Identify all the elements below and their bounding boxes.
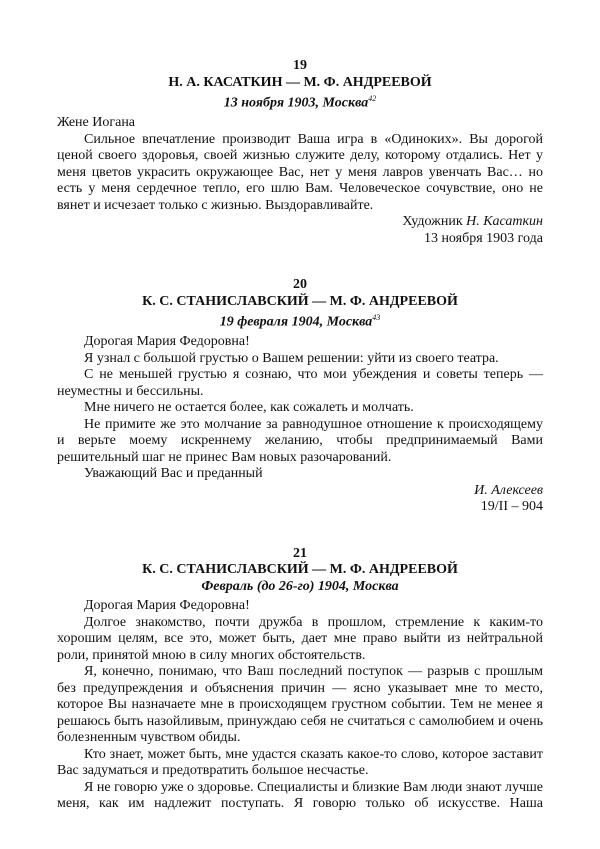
paragraph: Кто знает, может быть, мне удастся сказать какое-то слово, которое заставит Вас задуматься и предотвратить большое несчастье.: [57, 746, 543, 779]
paragraph: Долгое знакомство, почти дружба в прошлом, стремление к каким-то хорошим целям, все это, может быть, дает мне право выйти из нейтральной роли, принятой мною в силу многих обстоятельств.: [57, 614, 543, 663]
letter-number: 19: [293, 58, 307, 73]
letter-21: [57, 546, 543, 813]
letter-20: [57, 277, 543, 516]
date-text: 13 ноября 1903, Москва: [223, 95, 369, 111]
letter-19: [57, 58, 543, 247]
paragraph: Дорогая Мария Федоровна!: [84, 598, 250, 614]
paragraph: Дорогая Мария Федоровна!: [84, 334, 250, 350]
letter-date: [57, 91, 543, 112]
letter-date: [57, 310, 543, 331]
paragraph: Сильное впечатление производит Ваша игра в «Одиноких». Вы дорогой ценой своего здоровья, своей жизнью служите делу, которому отдались. Нет у меня цветов украсить окружающее Вас, нет у меня лавров увенчать Вас… но есть у меня сердечное тепло, его шлю Вам. Человеческое сочувствие, оно не вянет и исчезает только с жизнью. Выздоравливайте.: [57, 131, 543, 213]
paragraph: Я не говорю уже о здоровье. Специалисты и близкие Вам люди знают лучше меня, как им надлежит поступать. Я говорю только об искусстве. Наша: [57, 779, 543, 812]
sign-date: 13 ноября 1903 года: [423, 230, 543, 246]
date-text: 19 февраля 1904, Москва: [219, 314, 373, 330]
letter-title: Н. А. КАСАТКИН — М. Ф. АНДРЕЕВОЙ: [168, 74, 432, 90]
letter-title: К. С. СТАНИСЛАВСКИЙ — М. Ф. АНДРЕЕВОЙ: [142, 293, 458, 309]
letter-title: К. С. СТАНИСЛАВСКИЙ — М. Ф. АНДРЕЕВОЙ: [142, 562, 458, 578]
addressee: Жене Иогана: [57, 115, 136, 131]
paragraph: Я узнал с большой грустью о Вашем решении: уйти из своего театра.: [84, 350, 499, 366]
paragraph: Я, конечно, понимаю, что Ваш последний поступок — разрыв с прошлым без предупреждения и объяснения причин — ясно указывает мне то место, которое Вы назначаете мне в происходящем грустном событии. Тем не менее я решаюсь быть назойливым, принуждаю себя не считаться с самолюбием и очень болезненным чувством обиды.: [57, 664, 543, 746]
signature-name: И. Алексеев: [474, 482, 543, 498]
document-page: [57, 58, 543, 835]
signature-prefix: Художник: [402, 214, 463, 230]
paragraph: С не меньшей грустью я сознаю, что мои убеждения и советы теперь — неуместны и бессильны.: [57, 367, 543, 399]
letter-number: 20: [293, 277, 307, 293]
sign-date: 19/II – 904: [480, 499, 543, 515]
signature: [57, 214, 543, 231]
footnote-ref[interactable]: 42: [368, 94, 377, 103]
signature: [57, 483, 543, 500]
signature-name: Н. Касаткин: [466, 214, 543, 230]
paragraph: Мне ничего не остается более, как сожалеть и молчать.: [84, 400, 414, 416]
paragraph: Уважающий Вас и преданный: [84, 466, 263, 482]
footnote-ref[interactable]: 43: [372, 313, 381, 323]
letter-number: 21: [293, 545, 307, 561]
paragraph: Не примите же это молчание за равнодушное отношение к происходящему и верьте моему искреннему желанию, чтобы предпринимаемый Вами решительный шаг не принес Вам новых разочарований.: [57, 416, 543, 465]
letter-date: Февраль (до 26-го) 1904, Москва: [201, 578, 399, 594]
